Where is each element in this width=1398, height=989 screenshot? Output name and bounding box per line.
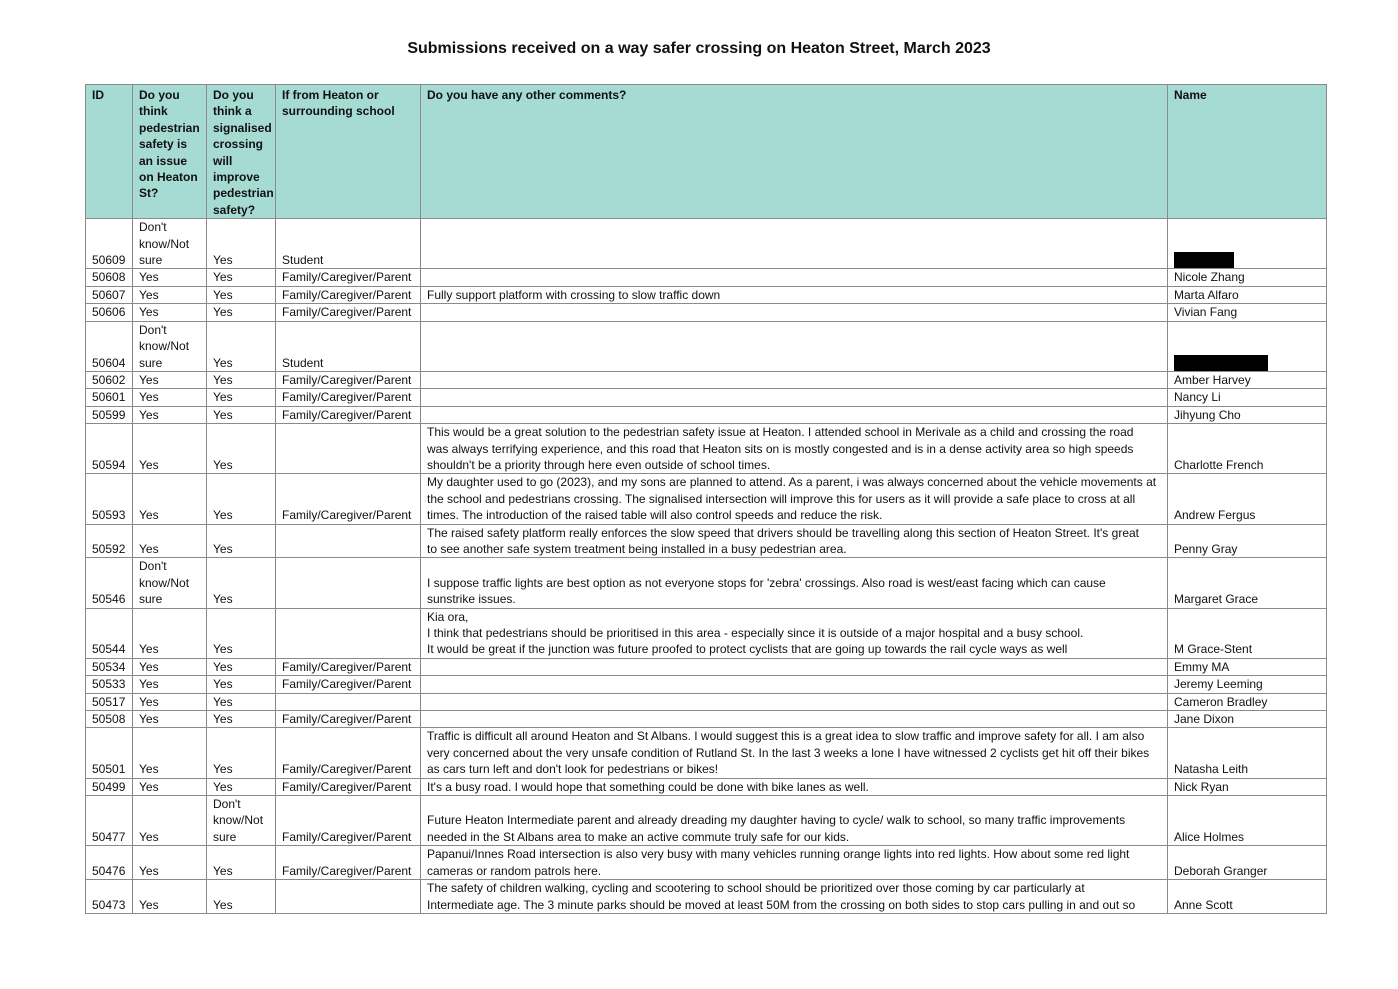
cell-safety-issue: Yes — [133, 693, 207, 710]
cell-id: 50604 — [86, 321, 133, 371]
cell-school: Student — [276, 321, 421, 371]
cell-safety-issue: Yes — [133, 880, 207, 914]
header-name: Name — [1168, 85, 1327, 219]
cell-signalised-crossing: Yes — [207, 558, 276, 608]
cell-comment — [421, 269, 1168, 286]
cell-comment: Fully support platform with crossing to slow traffic down — [421, 286, 1168, 303]
cell-safety-issue: Yes — [133, 711, 207, 728]
cell-comment: Traffic is difficult all around Heaton and St Albans. I would suggest this is a great idea to slow traffic and improve safety for all. I am also very concerned about the very unsafe condition of Rutland St. In the last 3 weeks a lone I have witnessed 2 cyclists get hit off their bikes as cars turn left and don't look for pedestrians or bikes! — [421, 728, 1168, 778]
cell-id: 50473 — [86, 880, 133, 914]
cell-name: Jeremy Leeming — [1168, 676, 1327, 693]
cell-safety-issue: Yes — [133, 389, 207, 406]
cell-safety-issue: Yes — [133, 658, 207, 675]
table-row — [86, 269, 1327, 286]
cell-signalised-crossing: Yes — [207, 269, 276, 286]
header-school: If from Heaton or surrounding school — [276, 85, 421, 219]
cell-signalised-crossing: Yes — [207, 424, 276, 474]
table-row — [86, 880, 1327, 914]
table-row — [86, 371, 1327, 388]
cell-id: 50607 — [86, 286, 133, 303]
cell-name: Andrew Fergus — [1168, 474, 1327, 524]
cell-signalised-crossing: Yes — [207, 880, 276, 914]
cell-name: Alice Holmes — [1168, 796, 1327, 846]
cell-safety-issue: Yes — [133, 846, 207, 880]
redacted-name — [1174, 355, 1268, 371]
cell-safety-issue: Yes — [133, 474, 207, 524]
cell-signalised-crossing: Yes — [207, 474, 276, 524]
table-row — [86, 846, 1327, 880]
cell-id: 50499 — [86, 778, 133, 795]
cell-comment: The raised safety platform really enforces the slow speed that drivers should be travelling along this section of Heaton Street. It's great to see another safe system treatment being installed in a busy pedestrian area. — [421, 524, 1168, 558]
cell-signalised-crossing: Yes — [207, 286, 276, 303]
cell-school: Family/Caregiver/Parent — [276, 778, 421, 795]
table-row — [86, 389, 1327, 406]
cell-signalised-crossing: Yes — [207, 728, 276, 778]
cell-safety-issue: Yes — [133, 728, 207, 778]
cell-name: Nicole Zhang — [1168, 269, 1327, 286]
cell-signalised-crossing: Yes — [207, 711, 276, 728]
cell-comment — [421, 304, 1168, 321]
document-title: Submissions received on a way safer crossing on Heaton Street, March 2023 — [407, 40, 991, 57]
cell-safety-issue: Don't know/Not sure — [133, 219, 207, 269]
cell-comment: The safety of children walking, cycling and scootering to school should be prioritized over those coming by car particularly at Intermediate age. The 3 minute parks should be moved at least 50M from the crossing on both sides to stop cars pulling in and out so — [421, 880, 1168, 914]
cell-signalised-crossing: Yes — [207, 658, 276, 675]
cell-comment — [421, 389, 1168, 406]
cell-name: M Grace-Stent — [1168, 608, 1327, 658]
cell-id: 50534 — [86, 658, 133, 675]
cell-safety-issue: Don't know/Not sure — [133, 558, 207, 608]
header-safety-issue: Do you think pedestrian safety is an issue on Heaton St? — [133, 85, 207, 219]
cell-signalised-crossing: Yes — [207, 676, 276, 693]
cell-name: Amber Harvey — [1168, 371, 1327, 388]
cell-school: Family/Caregiver/Parent — [276, 389, 421, 406]
table-row — [86, 778, 1327, 795]
table-row — [86, 608, 1327, 658]
submissions-table — [85, 84, 1327, 914]
table-row — [86, 424, 1327, 474]
table-row — [86, 693, 1327, 710]
cell-school — [276, 608, 421, 658]
cell-signalised-crossing: Yes — [207, 389, 276, 406]
cell-name: Emmy MA — [1168, 658, 1327, 675]
cell-school: Family/Caregiver/Parent — [276, 728, 421, 778]
table-row — [86, 321, 1327, 371]
cell-id: 50593 — [86, 474, 133, 524]
cell-name: Marta Alfaro — [1168, 286, 1327, 303]
table-row — [86, 524, 1327, 558]
cell-name — [1168, 219, 1327, 269]
cell-signalised-crossing: Yes — [207, 778, 276, 795]
cell-safety-issue: Yes — [133, 371, 207, 388]
cell-safety-issue: Yes — [133, 286, 207, 303]
cell-school: Family/Caregiver/Parent — [276, 304, 421, 321]
cell-safety-issue: Don't know/Not sure — [133, 321, 207, 371]
cell-comment — [421, 219, 1168, 269]
cell-signalised-crossing: Yes — [207, 524, 276, 558]
cell-safety-issue: Yes — [133, 608, 207, 658]
cell-comment: Future Heaton Intermediate parent and already dreading my daughter having to cycle/ walk to school, so many traffic improvements needed in the St Albans area to make an active commute truly safe for our kids. — [421, 796, 1168, 846]
cell-name: Vivian Fang — [1168, 304, 1327, 321]
table-row — [86, 219, 1327, 269]
redacted-name — [1174, 252, 1234, 268]
cell-school: Family/Caregiver/Parent — [276, 658, 421, 675]
header-id: ID — [86, 85, 133, 219]
cell-id: 50477 — [86, 796, 133, 846]
cell-id: 50517 — [86, 693, 133, 710]
cell-id: 50508 — [86, 711, 133, 728]
table-row — [86, 406, 1327, 423]
cell-school — [276, 558, 421, 608]
cell-id: 50606 — [86, 304, 133, 321]
cell-safety-issue: Yes — [133, 304, 207, 321]
cell-id: 50609 — [86, 219, 133, 269]
cell-safety-issue: Yes — [133, 424, 207, 474]
cell-comment: Kia ora, I think that pedestrians should be prioritised in this area - especially since it is outside of a major hospital and a busy school. It would be great if the junction was future proofed to protect cyclists that are going up towards the rail cycle ways as well — [421, 608, 1168, 658]
cell-signalised-crossing: Yes — [207, 304, 276, 321]
cell-id: 50501 — [86, 728, 133, 778]
cell-school — [276, 880, 421, 914]
table-row — [86, 676, 1327, 693]
cell-id: 50608 — [86, 269, 133, 286]
cell-id: 50601 — [86, 389, 133, 406]
cell-comment — [421, 371, 1168, 388]
cell-safety-issue: Yes — [133, 406, 207, 423]
cell-name: Cameron Bradley — [1168, 693, 1327, 710]
cell-name: Anne Scott — [1168, 880, 1327, 914]
cell-school: Family/Caregiver/Parent — [276, 711, 421, 728]
cell-signalised-crossing: Yes — [207, 693, 276, 710]
cell-signalised-crossing: Yes — [207, 321, 276, 371]
cell-comment — [421, 676, 1168, 693]
cell-name: Jane Dixon — [1168, 711, 1327, 728]
cell-school: Family/Caregiver/Parent — [276, 676, 421, 693]
cell-signalised-crossing: Yes — [207, 406, 276, 423]
cell-comment: I suppose traffic lights are best option as not everyone stops for 'zebra' crossings. Also road is west/east facing which can cause sunstrike issues. — [421, 558, 1168, 608]
cell-safety-issue: Yes — [133, 796, 207, 846]
header-comments: Do you have any other comments? — [421, 85, 1168, 219]
cell-id: 50599 — [86, 406, 133, 423]
cell-name — [1168, 321, 1327, 371]
cell-safety-issue: Yes — [133, 269, 207, 286]
cell-safety-issue: Yes — [133, 524, 207, 558]
header-signalised-crossing: Do you think a signalised crossing will improve pedestrian safety? — [207, 85, 276, 219]
table-row — [86, 474, 1327, 524]
table-row — [86, 796, 1327, 846]
cell-school: Family/Caregiver/Parent — [276, 286, 421, 303]
cell-signalised-crossing: Yes — [207, 371, 276, 388]
cell-comment: My daughter used to go (2023), and my sons are planned to attend. As a parent, i was always concerned about the vehicle movements at the school and pedestrians crossing. The signalised intersection will improve this for users as it will provide a safe place to cross at all times. The introduction of the raised table will also control speeds and reduce the risk. — [421, 474, 1168, 524]
cell-safety-issue: Yes — [133, 778, 207, 795]
cell-signalised-crossing: Yes — [207, 219, 276, 269]
header-row — [86, 85, 1327, 219]
cell-name: Deborah Granger — [1168, 846, 1327, 880]
table-row — [86, 558, 1327, 608]
cell-id: 50602 — [86, 371, 133, 388]
cell-school: Family/Caregiver/Parent — [276, 846, 421, 880]
cell-signalised-crossing: Yes — [207, 846, 276, 880]
table-row — [86, 304, 1327, 321]
cell-comment — [421, 693, 1168, 710]
cell-name: Natasha Leith — [1168, 728, 1327, 778]
table-row — [86, 711, 1327, 728]
cell-school — [276, 424, 421, 474]
table-row — [86, 658, 1327, 675]
table-row — [86, 286, 1327, 303]
cell-safety-issue: Yes — [133, 676, 207, 693]
cell-school: Family/Caregiver/Parent — [276, 371, 421, 388]
cell-school: Family/Caregiver/Parent — [276, 406, 421, 423]
cell-comment — [421, 711, 1168, 728]
cell-school: Family/Caregiver/Parent — [276, 474, 421, 524]
cell-school — [276, 693, 421, 710]
cell-id: 50476 — [86, 846, 133, 880]
cell-school: Family/Caregiver/Parent — [276, 796, 421, 846]
cell-signalised-crossing: Yes — [207, 608, 276, 658]
cell-signalised-crossing: Don't know/Not sure — [207, 796, 276, 846]
cell-id: 50546 — [86, 558, 133, 608]
cell-comment — [421, 658, 1168, 675]
cell-school: Family/Caregiver/Parent — [276, 269, 421, 286]
cell-name: Charlotte French — [1168, 424, 1327, 474]
cell-id: 50594 — [86, 424, 133, 474]
cell-name: Jihyung Cho — [1168, 406, 1327, 423]
cell-comment: Papanui/Innes Road intersection is also very busy with many vehicles running orange lights into red lights. How about some red light cameras or random patrols here. — [421, 846, 1168, 880]
cell-name: Nancy Li — [1168, 389, 1327, 406]
cell-name: Penny Gray — [1168, 524, 1327, 558]
cell-comment — [421, 321, 1168, 371]
cell-school — [276, 524, 421, 558]
cell-id: 50592 — [86, 524, 133, 558]
cell-comment: It's a busy road. I would hope that something could be done with bike lanes as well. — [421, 778, 1168, 795]
cell-comment: This would be a great solution to the pedestrian safety issue at Heaton. I attended school in Merivale as a child and crossing the road was always terrifying experience, and this road that Heaton sits on is mostly congested and is in a dense activity area so high speeds shouldn't be a priority through here even outside of school times. — [421, 424, 1168, 474]
cell-school: Student — [276, 219, 421, 269]
cell-id: 50533 — [86, 676, 133, 693]
cell-name: Margaret Grace — [1168, 558, 1327, 608]
table-row — [86, 728, 1327, 778]
cell-id: 50544 — [86, 608, 133, 658]
cell-name: Nick Ryan — [1168, 778, 1327, 795]
cell-comment — [421, 406, 1168, 423]
